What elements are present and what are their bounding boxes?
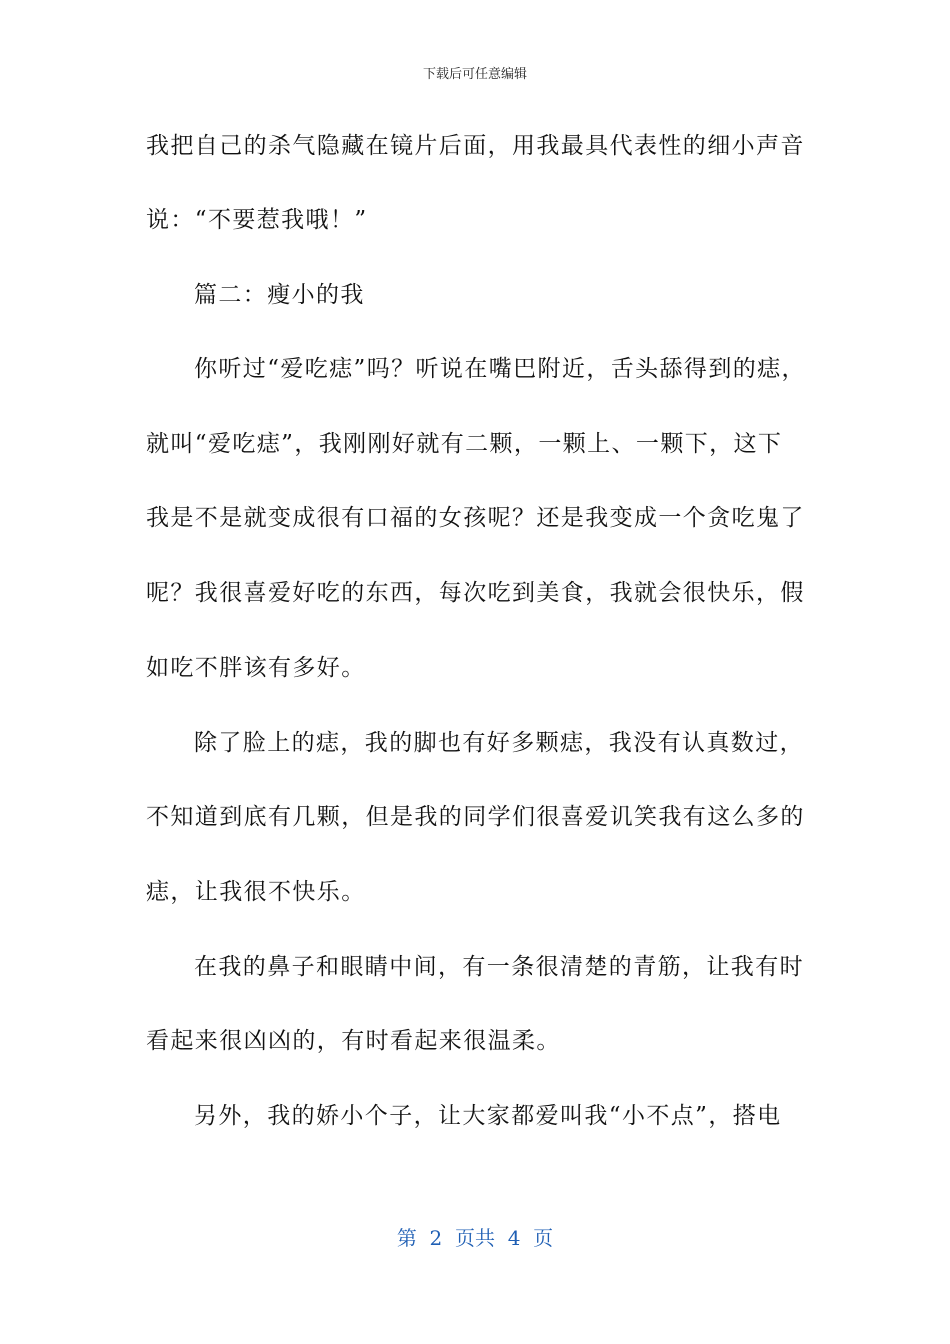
body-line: 除了脸上的痣，我的脚也有好多颗痣，我没有认真数过， — [194, 730, 804, 756]
body-line: 看起来很凶凶的，有时看起来很温柔。 — [146, 1028, 561, 1054]
body-line: 如吃不胖该有多好。 — [146, 655, 366, 681]
body-line: 在我的鼻子和眼睛中间，有一条很清楚的青筋，让我有时 — [194, 954, 804, 980]
body-line: 我是不是就变成很有口福的女孩呢？还是我变成一个贪吃鬼了 — [146, 505, 805, 531]
section-heading: 篇二：瘦小的我 — [194, 282, 365, 308]
page-header: 下载后可任意编辑 — [422, 67, 527, 82]
body-line: 你听过“爱吃痣”吗？听说在嘴巴附近，舌头舔得到的痣， — [194, 356, 806, 382]
body-line: 就叫“爱吃痣”，我刚刚好就有二颗，一颗上、一颗下，这下 — [146, 431, 783, 457]
body-line: 我把自己的杀气隐藏在镜片后面，用我最具代表性的细小声音 — [146, 133, 805, 159]
body-line: 另外，我的娇小个子，让大家都爱叫我“小不点”，搭电 — [194, 1103, 782, 1129]
body-line: 呢？我很喜爱好吃的东西，每次吃到美食，我就会很快乐，假 — [146, 580, 805, 606]
body-line: 痣，让我很不快乐。 — [146, 879, 366, 905]
body-line: 不知道到底有几颗，但是我的同学们很喜爱讥笑我有这么多的 — [146, 804, 805, 830]
body-line: 说：“不要惹我哦！” — [146, 207, 368, 233]
page-number-footer: 第 2 页共 4 页 — [396, 1226, 554, 1250]
